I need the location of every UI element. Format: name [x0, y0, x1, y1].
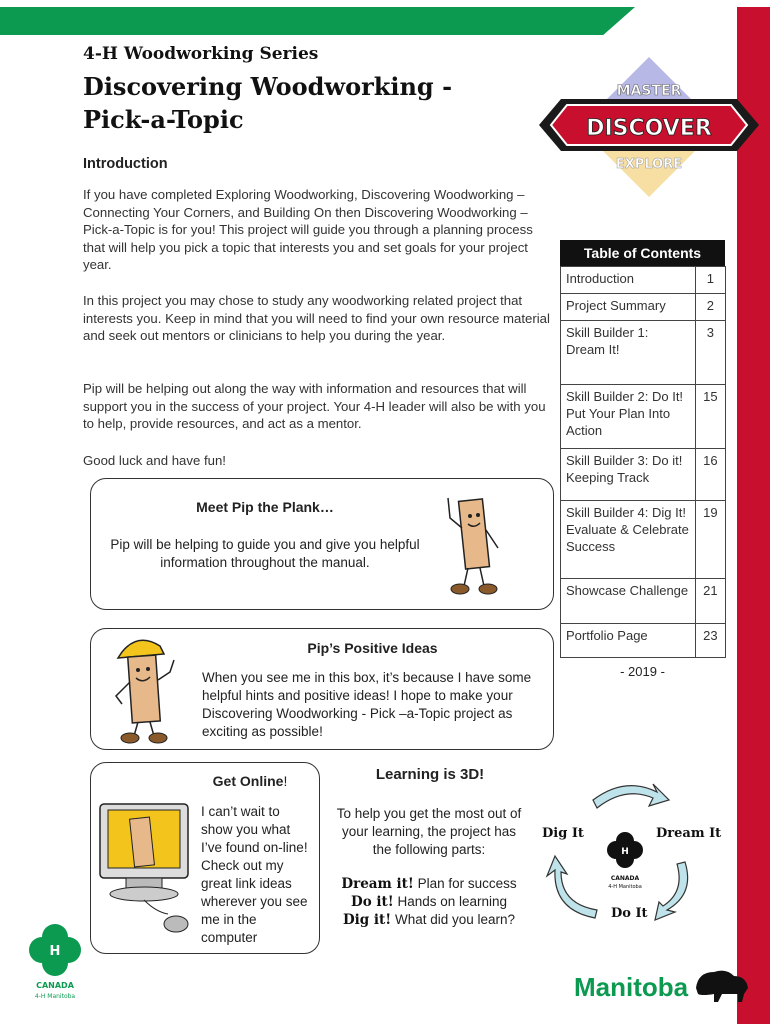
canada-4h-clover-logo	[24, 922, 86, 1002]
toc-heading: Table of Contents	[560, 240, 725, 266]
get-online-text: I can’t wait to show you what I’ve found on-line! Check out my great link ideas wherever you see me in the computer	[201, 804, 308, 945]
table-of-contents	[560, 266, 726, 658]
svg-text:CANADA: CANADA	[36, 981, 74, 990]
intro-paragraph-2: In this project you may chose to study any woodworking related project that interests you. Keep in mind that you will need to find your own resource material and seek out mentors or clinicians to help you during the year.	[83, 293, 550, 344]
cycle-label-dig: Dig It	[542, 826, 584, 841]
learning-3d-title: Learning is 3D!	[375, 766, 485, 783]
get-online-title: Get Online!	[212, 773, 288, 789]
toc-row: Portfolio Page 23	[561, 624, 726, 658]
badge-master: MASTER	[616, 83, 682, 99]
pip-plank-character-icon	[440, 488, 510, 598]
part-dream: Dream it! Plan for success	[341, 876, 517, 892]
positive-ideas-title: Pip’s Positive Ideas	[307, 640, 438, 656]
pip-hardhat-character-icon	[108, 632, 186, 744]
cycle-label-dream: Dream It	[656, 826, 722, 841]
cycle-label-do: Do It	[611, 906, 648, 921]
meet-pip-title: Meet Pip the Plank…	[196, 499, 334, 515]
publication-year: - 2019 -	[620, 664, 665, 679]
manitoba-wordmark: Manitoba	[574, 972, 689, 1002]
cycle-arrow-right	[655, 862, 688, 920]
toc-row: Skill Builder 3: Do it! Keeping Track 16	[561, 449, 726, 501]
badge-discover: DISCOVER	[586, 116, 712, 141]
intro-paragraph-4: Good luck and have fun!	[83, 453, 226, 468]
toc-row: Skill Builder 1: Dream It! 3	[561, 321, 726, 385]
intro-paragraph-3: Pip will be helping out along the way with information and resources that will support you in the success of your project. Your 4-H leader will also be with you to help, provide resources, and act as a mentor.	[83, 381, 546, 432]
page-title: Discovering Woodworking - Pick-a-Topic	[83, 72, 453, 134]
svg-text:CANADA: CANADA	[610, 875, 640, 882]
learning-3d-text: To help you get the most out of your learning, the project has the following parts:	[336, 806, 522, 857]
toc-row: Showcase Challenge 21	[561, 579, 726, 624]
series-title: 4-H Woodworking Series	[83, 44, 319, 64]
svg-text:H: H	[49, 944, 61, 959]
svg-text:4-H Manitoba: 4-H Manitoba	[608, 884, 642, 890]
svg-text:H: H	[621, 847, 629, 857]
toc-row: Skill Builder 2: Do It! Put Your Plan Into Action 15	[561, 385, 726, 449]
learning-parts-list	[324, 875, 534, 929]
top-green-banner	[0, 7, 635, 35]
meet-pip-text: Pip will be helping to guide you and give you helpful information throughout the manual.	[110, 537, 420, 570]
cycle-arrow-top	[593, 784, 669, 808]
part-do: Do it! Hands on learning	[350, 894, 508, 910]
toc-row: Skill Builder 4: Dig It! Evaluate & Celebrate Success 19	[561, 501, 726, 579]
bison-icon	[692, 966, 752, 1006]
badge-explore: EXPLORE	[615, 157, 683, 172]
positive-ideas-text: When you see me in this box, it’s because I have some helpful hints and positive ideas! I hope to make your Discovering Woodworking - Pick –a-Topic project as exciting as possible!	[202, 670, 532, 739]
svg-text:4-H Manitoba: 4-H Manitoba	[34, 993, 76, 1000]
intro-paragraph-1: If you have completed Exploring Woodworking, Discovering Woodworking – Connecting Your Corners, and Building On then Discovering Woodworking – Pick-a-Topic is for you! This project will guide you through a planning process that will help you pick a topic that interests you and set goals for your project year.	[83, 187, 533, 273]
clover-logo-icon	[607, 832, 643, 868]
toc-row: Project Summary 2	[561, 294, 726, 321]
part-dig: Dig it! What did you learn?	[342, 912, 516, 928]
level-badge	[535, 55, 763, 200]
toc-row: Introduction 1	[561, 267, 726, 294]
computer-monitor-icon	[96, 800, 196, 940]
intro-heading: Introduction	[83, 156, 168, 172]
cycle-arrow-left	[547, 856, 597, 918]
